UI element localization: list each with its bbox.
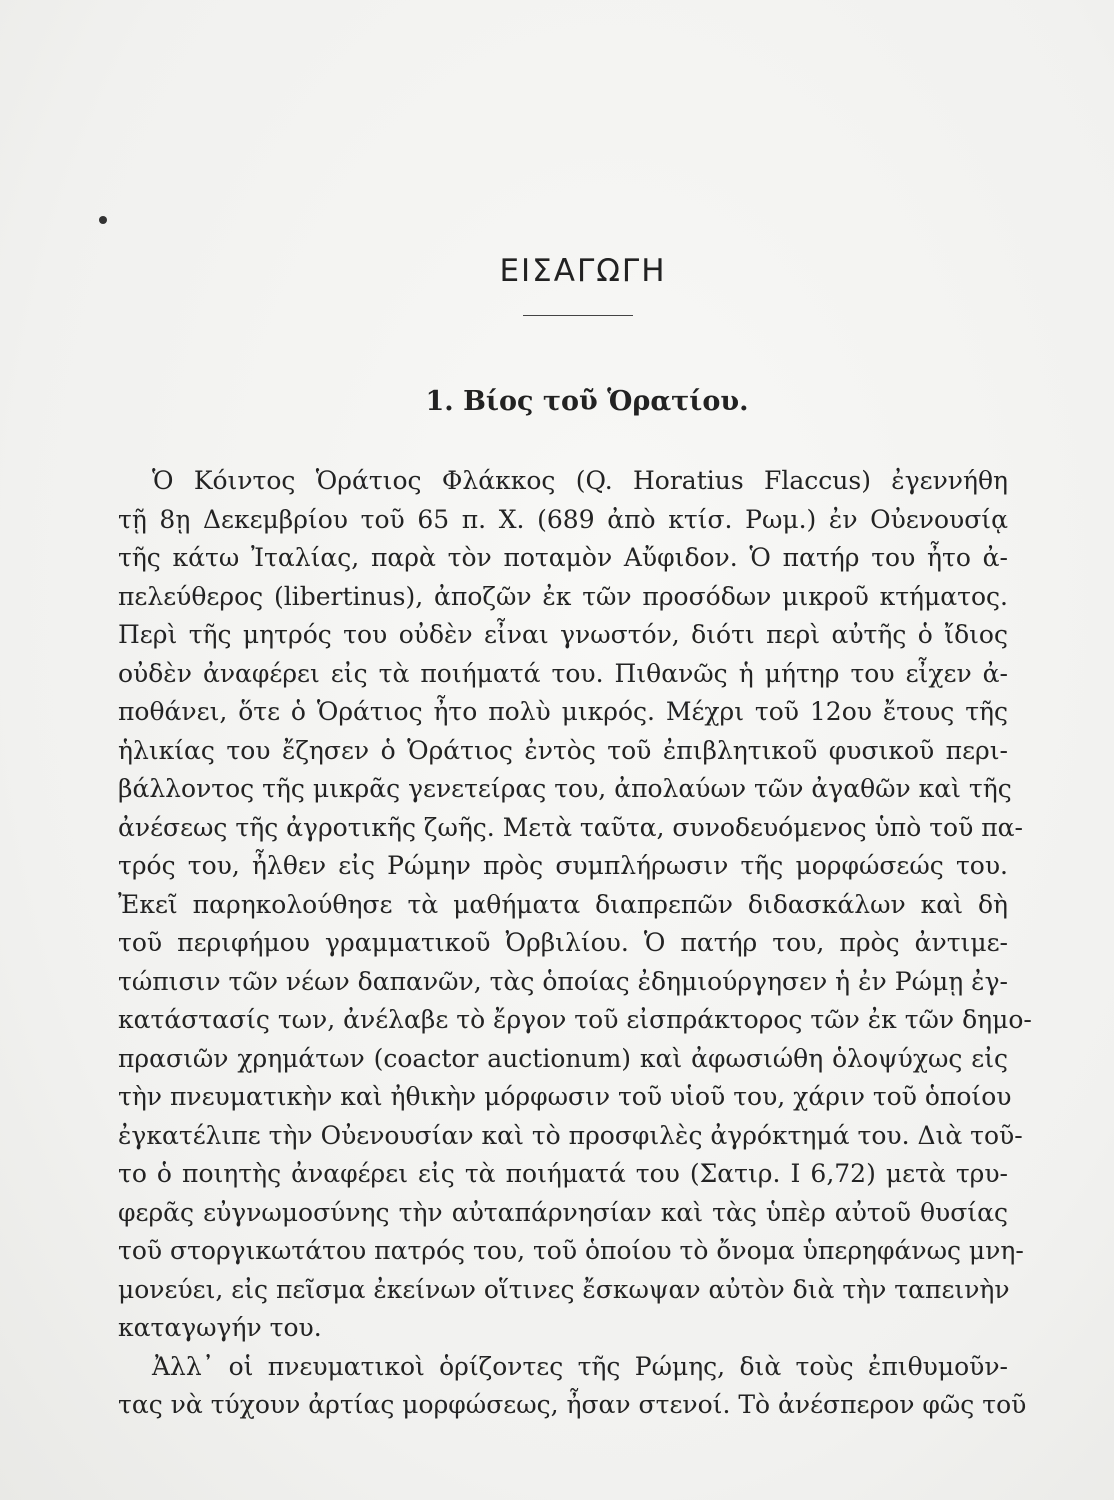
text-line: Ἀλλ᾽ οἱ πνευματικοὶ ὁρίζοντες τῆς Ρώμης, διὰ τοὺς ἐπιθυμοῦν-: [152, 1351, 1008, 1381]
text-line: τὴν πνευματικὴν καὶ ἠθικὴν μόρφωσιν τοῦ υἱοῦ του, χάριν τοῦ ὁποίου: [118, 1082, 1012, 1111]
text-line: οὐδὲν ἀναφέρει εἰς τὰ ποιήματά του. Πιθανῶς ἡ μήτηρ του εἶχεν ἀ-: [118, 658, 1008, 688]
text-line: πελεύθερος (libertinus), ἀποζῶν ἐκ τῶν προσόδων μικροῦ κτήματος.: [118, 581, 1008, 611]
text-line: το ὁ ποιητὴς ἀναφέρει εἰς τὰ ποιήματά του (Σατιρ. Ι 6,72) μετὰ τρυ-: [118, 1159, 1008, 1188]
text-line: τοῦ στοργικωτάτου πατρός του, τοῦ ὁποίου τὸ ὄνομα ὑπερηφάνως μνη-: [118, 1236, 1024, 1265]
text-line: τῇ 8ῃ Δεκεμβρίου τοῦ 65 π. Χ. (689 ἀπὸ κτίσ. Ρωμ.) ἐν Οὐενουσίᾳ: [118, 504, 1008, 534]
paragraph-2: [118, 1348, 1027, 1425]
text-line: καταγωγήν του.: [118, 1313, 322, 1342]
text-line: ἐγκατέλιπε τὴν Οὐενουσίαν καὶ τὸ προσφιλὲς ἀγρόκτημά του. Διὰ τοῦ-: [118, 1120, 1023, 1150]
text-line: τρός του, ἦλθεν εἰς Ρώμην πρὸς συμπλήρωσιν τῆς μορφώσεώς του.: [118, 851, 1008, 880]
text-line: πρασιῶν χρημάτων (coactor auctionum) καὶ ἀφωσιώθη ὁλοψύχως εἰς: [118, 1043, 1008, 1073]
text-line: τώπισιν τῶν νέων δαπανῶν, τὰς ὁποίας ἐδημιούργησεν ἡ ἐν Ρώμῃ ἐγ-: [118, 966, 1008, 996]
text-line: τοῦ περιφήμου γραμματικοῦ Ὀρβιλίου. Ὁ πατήρ του, πρὸς ἀντιμε-: [118, 928, 1008, 957]
text-line: μονεύει, εἰς πεῖσμα ἐκείνων οἵτινες ἔσκωψαν αὐτὸν διὰ τὴν ταπεινὴν: [118, 1274, 1010, 1304]
text-line: βάλλοντος τῆς μικρᾶς γενετείρας του, ἀπολαύων τῶν ἀγαθῶν καὶ τῆς: [118, 774, 1012, 803]
text-line: ποθάνει, ὅτε ὁ Ὁράτιος ἦτο πολὺ μικρός. Μέχρι τοῦ 12ου ἔτους τῆς: [118, 697, 1008, 726]
text-line: ἀνέσεως τῆς ἀγροτικῆς ζωῆς. Μετὰ ταῦτα, συνοδευόμενος ὑπὸ τοῦ πα-: [118, 812, 1024, 842]
text-line: κατάστασίς των, ἀνέλαβε τὸ ἔργον τοῦ εἰσπράκτορος τῶν ἐκ τῶν δημο-: [118, 1005, 1032, 1034]
paragraph-1: [118, 462, 1032, 1348]
text-line: τας νὰ τύχουν ἀρτίας μορφώσεως, ἦσαν στενοί. Τὸ ἀνέσπερον φῶς τοῦ: [118, 1390, 1027, 1419]
body-text: [118, 462, 1032, 1425]
text-line: φερᾶς εὐγνωμοσύνης τὴν αὐταπάρνησίαν καὶ τὰς ὑπὲρ αὐτοῦ θυσίας: [118, 1197, 1008, 1227]
text-line: τῆς κάτω Ἰταλίας, παρὰ τὸν ποταμὸν Αὔφιδον. Ὁ πατήρ του ἦτο ἀ-: [118, 543, 1008, 572]
ink-speck: [99, 216, 107, 224]
section-heading: 1. Βίος τοῦ Ὁρατίου.: [425, 386, 749, 417]
text-line: Ὁ Κόιντος Ὁράτιος Φλάκκος (Q. Horatius Flaccus) ἐγεννήθη: [152, 466, 1008, 495]
text-line: Ἐκεῖ παρηκολούθησε τὰ μαθήματα διαπρεπῶν διδασκάλων καὶ δὴ: [118, 889, 1008, 919]
text-line: Περὶ τῆς μητρός του οὐδὲν εἶναι γνωστόν, διότι περὶ αὐτῆς ὁ ἴδιος: [118, 620, 1008, 649]
title-divider: [523, 315, 633, 316]
chapter-title: ΕΙΣΑΓΩΓΗ: [499, 253, 667, 289]
text-line: ἡλικίας του ἔζησεν ὁ Ὁράτιος ἐντὸς τοῦ ἐπιβλητικοῦ φυσικοῦ περι-: [118, 735, 1008, 765]
